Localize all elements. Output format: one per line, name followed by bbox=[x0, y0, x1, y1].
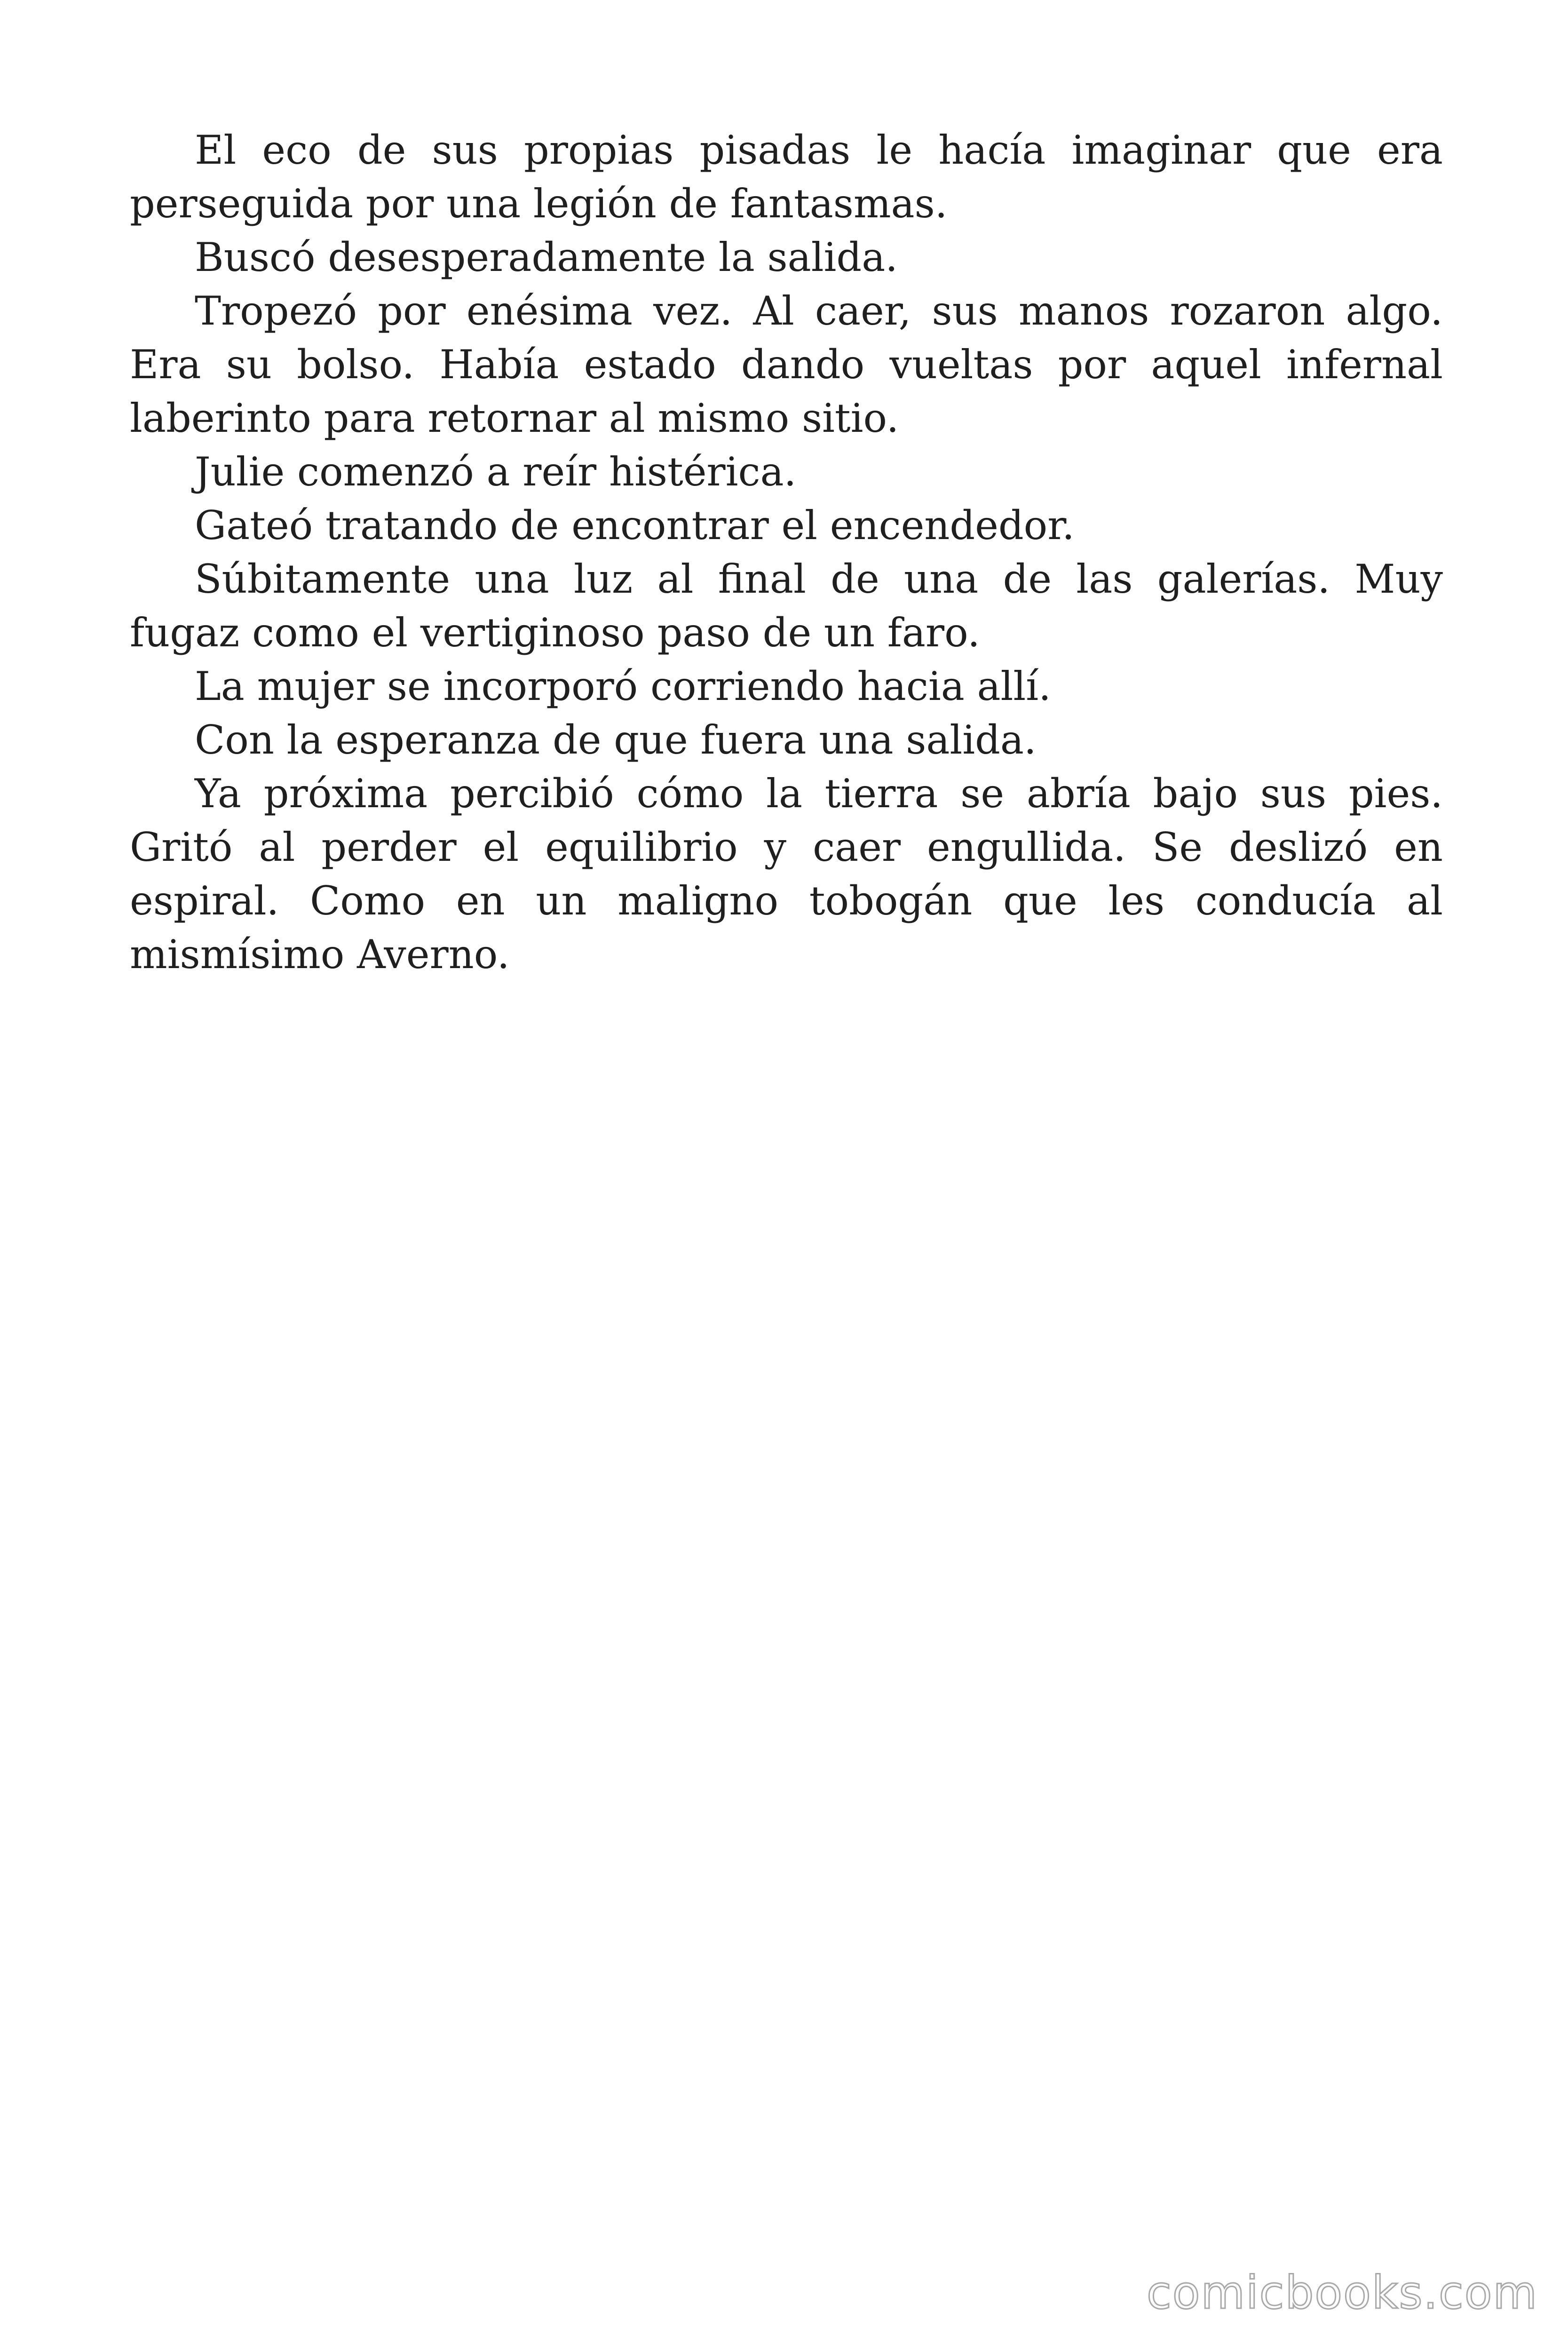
paragraph: Súbitamente una luz al final de una de las galerías. Muy fugaz como el vertiginoso paso de un faro. bbox=[130, 556, 1443, 656]
paragraph: Ya próxima percibió cómo la tierra se abría bajo sus pies. Gritó al perder el equilibrio y caer engullida. Se deslizó en espiral. Como en un maligno tobogán que les conducía al mismísimo Averno. bbox=[130, 771, 1443, 977]
paragraph: Con la esperanza de que fuera una salida. bbox=[195, 717, 1037, 763]
paragraph: Gateó tratando de encontrar el encendedor. bbox=[195, 502, 1075, 548]
paragraph: Tropezó por enésima vez. Al caer, sus manos rozaron algo. Era su bolso. Había estado dando vueltas por aquel infernal laberinto para retornar al mismo sitio. bbox=[130, 288, 1443, 441]
paragraph: Buscó desesperadamente la salida. bbox=[195, 234, 898, 280]
paragraph: La mujer se incorporó corriendo hacia allí. bbox=[195, 663, 1051, 709]
paragraph: El eco de sus propias pisadas le hacía imaginar que era perseguida por una legión de fantasmas. bbox=[130, 127, 1443, 227]
paragraph: Julie comenzó a reír histérica. bbox=[195, 449, 797, 495]
watermark: comicbooks.com bbox=[1146, 2266, 1538, 2319]
body-text bbox=[130, 123, 1443, 981]
